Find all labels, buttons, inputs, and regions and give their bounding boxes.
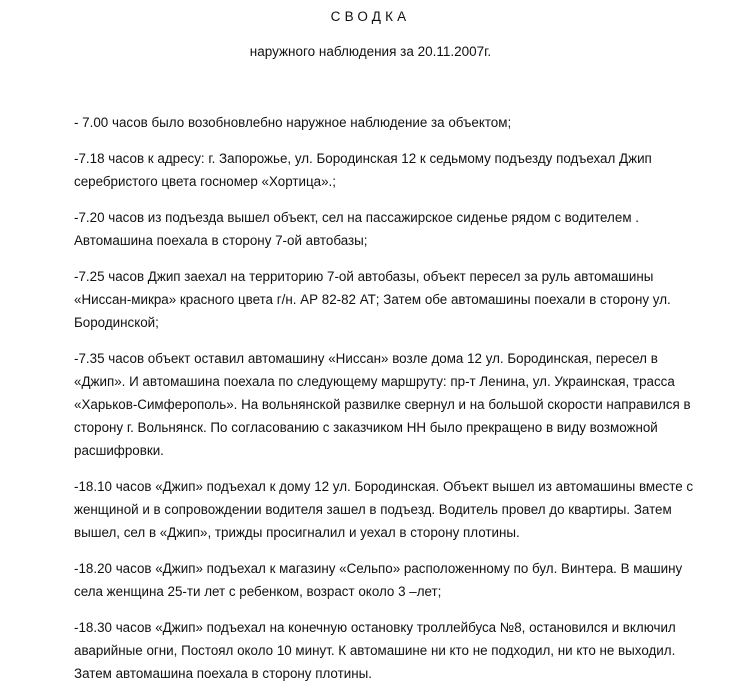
entry-line: Затем автомашина поехала в сторону плотины.	[74, 666, 372, 681]
entry-line: серебристого цвета госномер «Хортица».;	[74, 174, 336, 189]
entry-paragraph	[74, 475, 714, 544]
entry-paragraph	[74, 557, 714, 603]
entry-line: Автомашина поехала в сторону 7-ой автобазы;	[74, 233, 368, 248]
entry-paragraph	[74, 347, 714, 462]
entry-line: Бородинской;	[74, 315, 159, 330]
entry-line: -7.18 часов к адресу: г. Запорожье, ул. Бородинская 12 к седьмому подъезду подъехал Джип	[74, 151, 652, 166]
document-subtitle: наружного наблюдения за 20.11.2007г.	[249, 44, 492, 59]
entries-list	[74, 111, 714, 698]
entry-line: «Харьков-Симферополь». На вольнянской развилке свернул и на большой скорости направился в	[74, 397, 691, 412]
document-title: СВОДКА	[330, 9, 411, 24]
entry-line: расшифровки.	[74, 443, 164, 458]
entry-paragraph	[74, 206, 714, 252]
entry-paragraph	[74, 265, 714, 334]
entry-line: -18.30 часов «Джип» подъехал на конечную остановку троллейбуса №8, остановился и включил	[74, 620, 676, 635]
entry-line: женщиной и в сопровождении водителя зашел в подъезд. Водитель провел до квартиры. Затем	[74, 502, 672, 517]
entry-line: «Ниссан-микра» красного цвета г/н. АР 82-82 АТ; Затем обе автомашины поехали в сторону ул.	[74, 292, 671, 307]
entry-line: «Джип». И автомашина поехала по следующему маршруту: пр-т Ленина, ул. Украинская, трасса	[74, 374, 675, 389]
entry-paragraph	[74, 147, 714, 193]
entry-line: -7.20 часов из подъезда вышел объект, сел на пассажирское сиденье рядом с водителем .	[74, 210, 639, 225]
entry-line: сторону г. Вольнянск. По согласованию с заказчиком НН было прекращено в виду возможной	[74, 420, 658, 435]
entry-line: -18.20 часов «Джип» подъехал к магазину «Сельпо» расположенному по бул. Винтера. В машину	[74, 561, 683, 576]
entry-paragraph	[74, 616, 714, 685]
entry-line: -7.35 часов объект оставил автомашину «Ниссан» возле дома 12 ул. Бородинская, пересел в	[74, 351, 658, 366]
entry-line: - 7.00 часов было возобновлебно наружное наблюдение за объектом;	[74, 115, 512, 130]
entry-line: аварийные огни, Постоял около 10 минут. К автомашине ни кто не подходил, ни кто не выходил.	[74, 643, 676, 658]
entry-line: -7.25 часов Джип заехал на территорию 7-ой автобазы, объект пересел за руль автомашины	[74, 269, 654, 284]
entry-paragraph	[74, 111, 714, 134]
entry-line: -18.10 часов «Джип» подъехал к дому 12 ул. Бородинская. Объект вышел из автомашины вместе с	[74, 479, 694, 494]
entry-line: села женщина 25-ти лет с ребенком, возраст около 3 –лет;	[74, 584, 442, 599]
entry-line: вышел, сел в «Джип», трижды просигналил и уехал в сторону плотины.	[74, 525, 520, 540]
